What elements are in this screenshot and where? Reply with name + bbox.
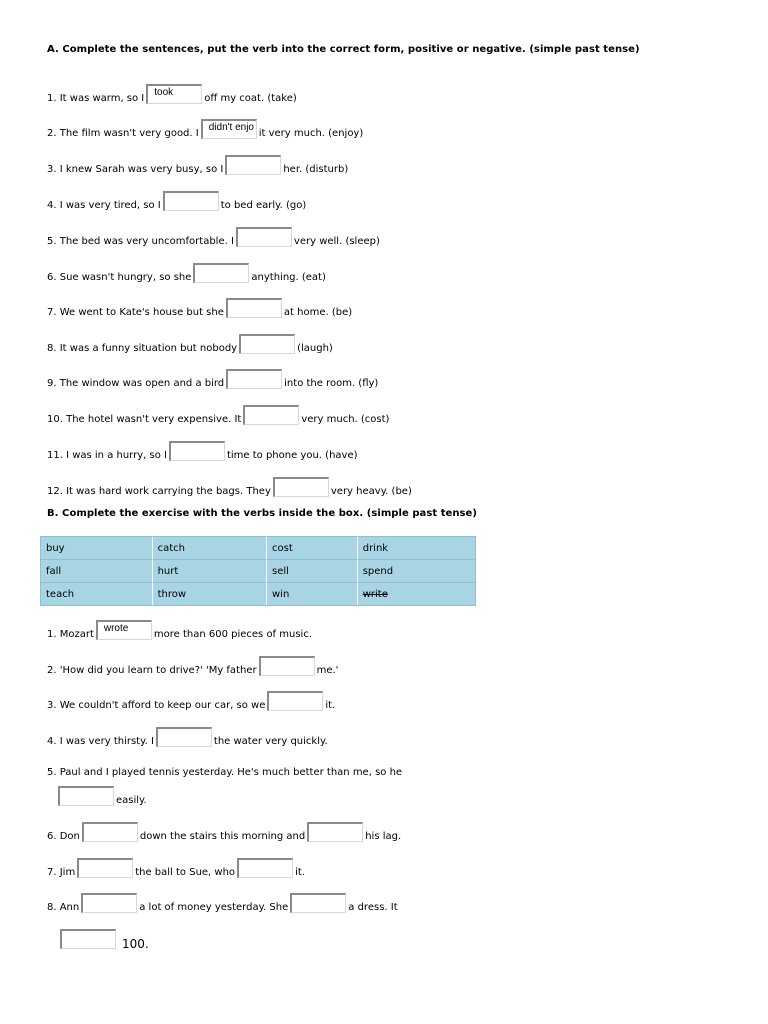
verb-cell: spend xyxy=(357,560,475,583)
exercise-a-11 xyxy=(47,441,358,463)
exercise-text: down the stairs this morning and xyxy=(139,831,306,842)
verb-cell: sell xyxy=(266,560,357,583)
verb-cell: throw xyxy=(152,583,266,605)
answer-input[interactable] xyxy=(81,893,137,913)
answer-input[interactable] xyxy=(77,858,133,878)
exercise-a-7 xyxy=(47,298,352,320)
exercise-b-5 xyxy=(47,758,402,780)
exercise-text: 2. The film wasn't very good. I xyxy=(47,128,199,139)
exercise-text: his lag. xyxy=(365,831,402,842)
exercise-text: 12. It was hard work carrying the bags. They xyxy=(47,486,271,497)
exercise-text: to bed early. (go) xyxy=(220,200,307,211)
exercise-text: it. xyxy=(325,700,336,711)
answer-input[interactable] xyxy=(193,263,249,283)
verb-cell: teach xyxy=(46,588,75,600)
exercise-a-4 xyxy=(47,191,306,213)
exercise-text: a dress. It xyxy=(348,902,398,913)
exercise-text: off my coat. (take) xyxy=(204,93,297,104)
exercise-text: it very much. (enjoy) xyxy=(258,128,364,139)
exercise-text: 9. The window was open and a bird xyxy=(47,378,225,389)
answer-input[interactable] xyxy=(82,822,138,842)
answer-input[interactable] xyxy=(290,893,346,913)
verb-box xyxy=(40,536,476,606)
exercise-b-9 xyxy=(47,893,398,915)
answer-input[interactable] xyxy=(156,727,212,747)
section-b-title: B. Complete the exercise with the verbs inside the box. (simple past tense) xyxy=(47,508,478,519)
answer-input[interactable] xyxy=(236,227,292,247)
verb-cell: win xyxy=(266,583,357,605)
answer-input[interactable]: took xyxy=(146,84,202,104)
exercise-text: the ball to Sue, who xyxy=(135,867,236,878)
answer-input[interactable]: didn't enjo xyxy=(201,119,257,139)
answer-input[interactable] xyxy=(307,822,363,842)
answer-input[interactable]: wrote xyxy=(96,620,152,640)
answer-input[interactable] xyxy=(237,858,293,878)
exercise-text: 7. We went to Kate's house but she xyxy=(47,307,224,318)
exercise-a-12 xyxy=(47,477,412,499)
answer-input[interactable] xyxy=(226,298,282,318)
answer-input[interactable] xyxy=(60,929,116,949)
answer-input[interactable] xyxy=(163,191,219,211)
exercise-a-10 xyxy=(47,405,389,427)
verb-cell: drink xyxy=(357,537,475,560)
exercise-a-9 xyxy=(47,369,378,391)
exercise-text: me.' xyxy=(316,665,339,676)
answer-input[interactable] xyxy=(273,477,329,497)
exercise-text: very well. (sleep) xyxy=(293,236,380,247)
exercise-text: 4. I was very tired, so I xyxy=(47,200,161,211)
exercise-b-3 xyxy=(47,691,335,713)
section-a-title: A. Complete the sentences, put the verb into the correct form, positive or negative. (simple past tense) xyxy=(47,44,640,55)
exercise-a-5 xyxy=(47,227,380,249)
exercise-text: very heavy. (be) xyxy=(330,486,412,497)
answer-input[interactable] xyxy=(259,656,315,676)
answer-input[interactable] xyxy=(169,441,225,461)
answer-input[interactable] xyxy=(243,405,299,425)
exercise-a-3 xyxy=(47,155,348,177)
exercise-b-8 xyxy=(47,858,305,880)
exercise-text: 6. Sue wasn't hungry, so she xyxy=(47,272,192,283)
exercise-text: time to phone you. (have) xyxy=(226,450,358,461)
exercise-a-1 xyxy=(47,84,297,106)
verb-cell: write xyxy=(357,583,475,605)
answer-input[interactable] xyxy=(225,155,281,175)
answer-input[interactable] xyxy=(58,786,114,806)
exercise-text: 5. Paul and I played tennis yesterday. He's much better than me, so he xyxy=(47,767,403,778)
exercise-text: into the room. (fly) xyxy=(284,378,379,389)
exercise-text: easily. xyxy=(116,795,147,806)
exercise-text: her. (disturb) xyxy=(283,164,349,175)
exercise-text: 100. xyxy=(122,937,149,951)
exercise-text: anything. (eat) xyxy=(251,272,326,283)
exercise-b-6 xyxy=(58,786,147,808)
answer-input[interactable] xyxy=(239,334,295,354)
exercise-b-7 xyxy=(47,822,401,844)
verb-cell: cost xyxy=(266,537,357,560)
exercise-b-2 xyxy=(47,656,338,678)
exercise-text: it. xyxy=(295,867,305,878)
exercise-text: the water very quickly. xyxy=(213,736,328,747)
exercise-b-4 xyxy=(47,727,328,749)
exercise-text: a lot of money yesterday. She xyxy=(139,902,289,913)
exercise-text: 1. It was warm, so I xyxy=(47,93,145,104)
exercise-text: (laugh) xyxy=(297,343,333,354)
verb-cell: hurt xyxy=(152,560,266,583)
verb-cell: fall xyxy=(41,560,152,583)
verb-cell: buy xyxy=(41,537,152,560)
exercise-a-8 xyxy=(47,334,333,356)
exercise-text: 10. The hotel wasn't very expensive. It xyxy=(47,414,242,425)
exercise-text: 7. Jim xyxy=(47,867,76,878)
exercise-text: 6. Don xyxy=(47,831,80,842)
exercise-text: 8. Ann xyxy=(47,902,80,913)
exercise-b-1 xyxy=(47,620,312,642)
exercise-text: 3. I knew Sarah was very busy, so I xyxy=(47,164,224,175)
exercise-text: very much. (cost) xyxy=(301,414,390,425)
answer-input[interactable] xyxy=(267,691,323,711)
exercise-text: 11. I was in a hurry, so I xyxy=(47,450,167,461)
verb-cell: catch xyxy=(152,537,266,560)
exercise-text: at home. (be) xyxy=(283,307,353,318)
exercise-text: more than 600 pieces of music. xyxy=(153,629,313,640)
exercise-text: 2. 'How did you learn to drive?' 'My father xyxy=(47,665,257,676)
exercise-text: 3. We couldn't afford to keep our car, so we xyxy=(47,700,266,711)
exercise-text: 5. The bed was very uncomfortable. I xyxy=(47,236,234,247)
exercise-text: 1. Mozart xyxy=(47,629,94,640)
exercise-a-6 xyxy=(47,263,326,285)
exercise-a-2 xyxy=(47,119,363,141)
exercise-b-10 xyxy=(60,929,149,951)
exercise-text: 4. I was very thirsty. I xyxy=(47,736,154,747)
exercise-text: 8. It was a funny situation but nobody xyxy=(47,343,238,354)
answer-input[interactable] xyxy=(226,369,282,389)
